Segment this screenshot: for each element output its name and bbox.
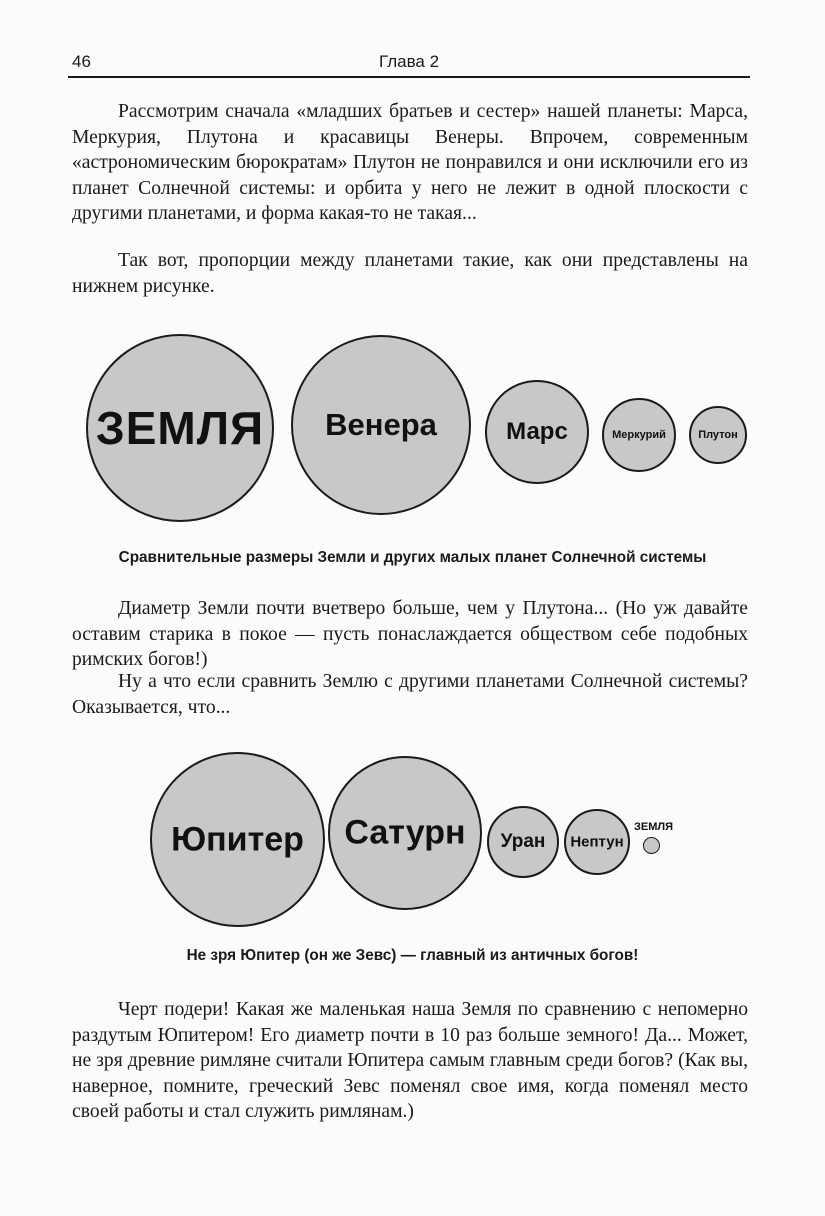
planet-neptune xyxy=(564,809,630,875)
planet-pluto xyxy=(689,406,747,464)
header-rule xyxy=(68,76,750,78)
planet-mars xyxy=(485,380,589,484)
paragraph-jupiter: Черт подери! Какая же маленькая наша Земля по сравнению с непомерно раздутым Юпитером! Его диаметр почти в 10 раз больше земного! Да... Может, не зря древние римляне считали Юпитера самым главным среди богов? (Как вы, наверное, помните, греческий Зевс поменял свое имя, когда поменял место своей работы и стал служить римлянам.) xyxy=(72,999,748,1122)
paragraph-earth-pluto: Диаметр Земли почти вчетверо больше, чем у Плутона... (Но уж давайте оставим старика в покое — пусть понаслаждается обществом себе подобных римских богов!) xyxy=(72,598,748,670)
paragraph-proportions: Так вот, пропорции между планетами такие, как они представлены на нижнем рисунке. xyxy=(72,250,748,297)
planet-jupiter xyxy=(150,752,325,927)
planet-label: ЗЕМЛЯ xyxy=(95,402,265,454)
planet-label: Марс xyxy=(506,418,568,445)
planet-venus xyxy=(291,335,471,515)
planet-label: Уран xyxy=(500,831,546,852)
planet-label: Плутон xyxy=(698,429,738,441)
planet-uranus xyxy=(487,806,559,878)
planet-label: Нептун xyxy=(570,833,624,851)
chapter-title: Глава 2 xyxy=(378,52,440,71)
figure-caption-giant-planets: Не зря Юпитер (он же Зевс) — главный из античных богов! xyxy=(186,947,639,964)
planet-label: Меркурий xyxy=(612,429,666,441)
paragraph-intro: Рассмотрим сначала «младших братьев и сестер» нашей планеты: Марса, Меркурия, Плутона и красавицы Венеры. Впрочем, современным «астрономическим бюрократам» Плутон не понравился и они исключили его из планет Солнечной системы: и орбита у него не лежит в одной плоскости с другими планетами, и форма какая-то не такая... xyxy=(72,101,748,224)
planet-earth-label: ЗЕМЛЯ xyxy=(634,821,674,833)
planet-saturn xyxy=(328,756,482,910)
planet-earth xyxy=(86,334,274,522)
planet-label: Венера xyxy=(325,407,437,442)
page-number: 46 xyxy=(72,52,91,71)
paragraph-compare: Ну а что если сравнить Землю с другими планетами Солнечной системы? Оказывается, что... xyxy=(72,671,748,718)
planet-mercury xyxy=(602,398,676,472)
figure-caption-small-planets: Сравнительные размеры Земли и других малых планет Солнечной системы xyxy=(118,549,707,566)
running-header xyxy=(68,50,750,76)
planet-label: Юпитер xyxy=(171,820,304,858)
planet-label: Сатурн xyxy=(344,813,466,852)
planet-earth-small xyxy=(643,837,660,854)
